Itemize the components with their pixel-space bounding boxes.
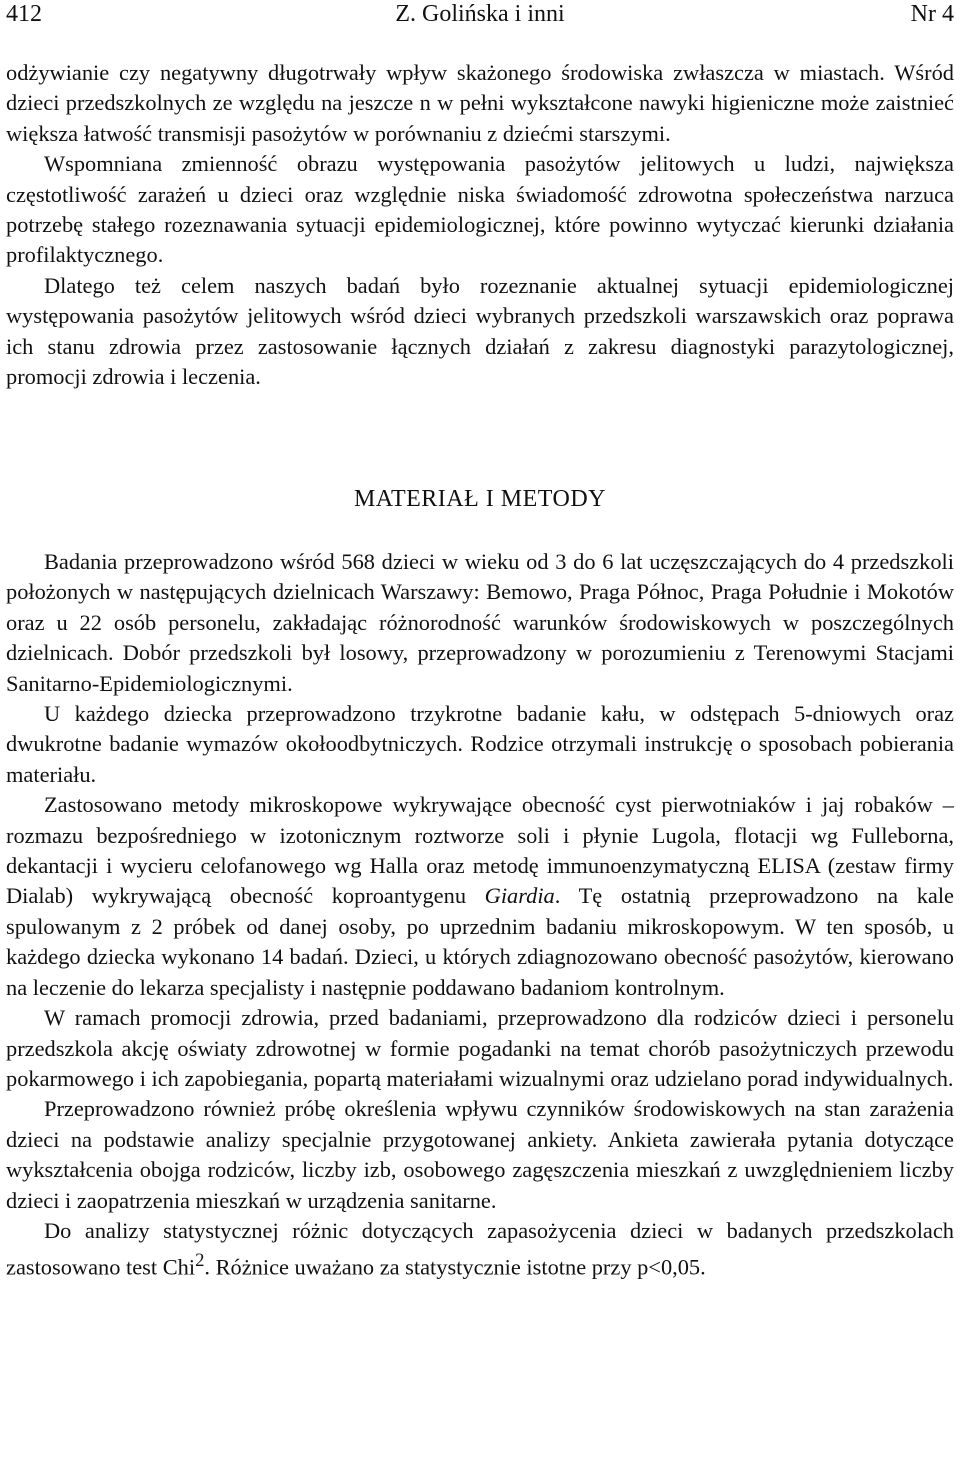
section-heading: MATERIAŁ I METODY (353, 486, 607, 512)
methods-paragraph-4: W ramach promocji zdrowia, przed badaniami, przeprowadzono dla rodziców dzieci i personelu przedszkola akcję oświaty zdrowotnej w formie pogadanki na temat chorób pasożytniczych przewodu pokarmowego i ich zapobiegania, popartą materiałami wizualnymi oraz udzielano porad indywidualnych. (6, 1005, 954, 1091)
methods-paragraph-6-part-b: . Różnice uważano za statystycznie istotne przy p<0,05. (204, 1254, 706, 1280)
intro-paragraph-3: Dlatego też celem naszych badań było rozeznanie aktualnej sytuacji epidemiologicznej występowania pasożytów jelitowych wśród dzieci wybranych przedszkoli warszawskich oraz poprawa ich stanu zdrowia przez zastosowanie łącznych działań z zakresu diagnostyki parazytologicznej, promocji zdrowia i leczenia. (6, 272, 954, 390)
methods-paragraph-3-part-b: . Tę ostatnią przeprowadzono na kale spulowanym z 2 próbek od danej osoby, po uprzednim badaniu mikroskopowym. W ten sposób, u każdego dziecka wykonano 14 badań. Dzieci, u których zdiagnozowano obecność pasożytów, kierowano na leczenie do lekarza specjalisty i następnie poddawano badaniom kontrolnym. (6, 883, 954, 1000)
methods-paragraph-6 (6, 1216, 954, 1283)
page-number: 412 (6, 1, 42, 27)
methods-paragraph-6-part-a: Do analizy statystycznej różnic dotyczących zapasożycenia dzieci w badanych przedszkolach zastosowano test Chi (6, 1217, 954, 1280)
methods-paragraph-3 (6, 790, 954, 1003)
methods-paragraph-3-part-a: Zastosowano metody mikroskopowe wykrywające obecność cyst pierwotniaków i jaj robaków – rozmazu bezpośredniego w izotonicznym roztworze soli i płynie Lugola, flotacji wg Fulleborna, dekantacji i wycieru celofanowego wg Halla oraz metodę immunoenzymatyczną ELISA (zestaw firmy Dialab) wykrywającą obecność koproantygenu (6, 792, 954, 909)
running-title: Z. Golińska i inni (395, 1, 565, 27)
giardia-italic: Giardia (484, 883, 555, 909)
chi-superscript: 2 (195, 1250, 205, 1272)
intro-paragraph-1: odżywianie czy negatywny długotrwały wpływ skażonego środowiska zwłaszcza w miastach. Wśród dzieci przedszkolnych ze względu na jeszcze n w pełni wykształcone nawyki higieniczne może zaistnieć większa łatwość transmisji pasożytów w porównaniu z dziećmi starszymi. (6, 60, 954, 146)
methods-paragraph-2: U każdego dziecka przeprowadzono trzykrotne badanie kału, w odstępach 5-dniowych oraz dwukrotne badanie wymazów okołoodbytniczych. Rodzice otrzymali instrukcję o sposobach pobierania materiału. (6, 701, 954, 787)
intro-paragraph-2: Wspomniana zmienność obrazu występowania pasożytów jelitowych u ludzi, największa częstotliwość zarażeń u dzieci oraz względnie niska świadomość zdrowotna społeczeństwa narzuca potrzebę stałego rozeznawania sytuacji epidemiologicznej, które powinno wytyczać kierunki działania profilaktycznego. (6, 151, 954, 268)
intro-text (6, 58, 954, 392)
issue-number: Nr 4 (910, 1, 954, 27)
running-header (6, 0, 954, 30)
methods-paragraph-1: Badania przeprowadzono wśród 568 dzieci w wieku od 3 do 6 lat uczęszczających do 4 przedszkoli położonych w następujących dzielnicach Warszawy: Bemowo, Praga Północ, Praga Południe i Mokotów oraz u 22 osób personelu, zakładając różnorodność warunków środowiskowych w poszczególnych dzielnicach. Dobór przedszkoli był losowy, przeprowadzony w porozumieniu z Terenowymi Stacjami Sanitarno-Epidemiologicznymi. (6, 549, 954, 696)
methods-paragraph-5: Przeprowadzono również próbę określenia wpływu czynników środowiskowych na stan zarażenia dzieci na podstawie analizy specjalnie przygotowanej ankiety. Ankieta zawierała pytania dotyczące wykształcenia obojga rodziców, liczby izb, osobowego zagęszczenia mieszkań z uwzględnieniem liczby dzieci i zaopatrzenia mieszkań w urządzenia sanitarne. (6, 1096, 954, 1213)
methods-text (6, 547, 954, 1283)
